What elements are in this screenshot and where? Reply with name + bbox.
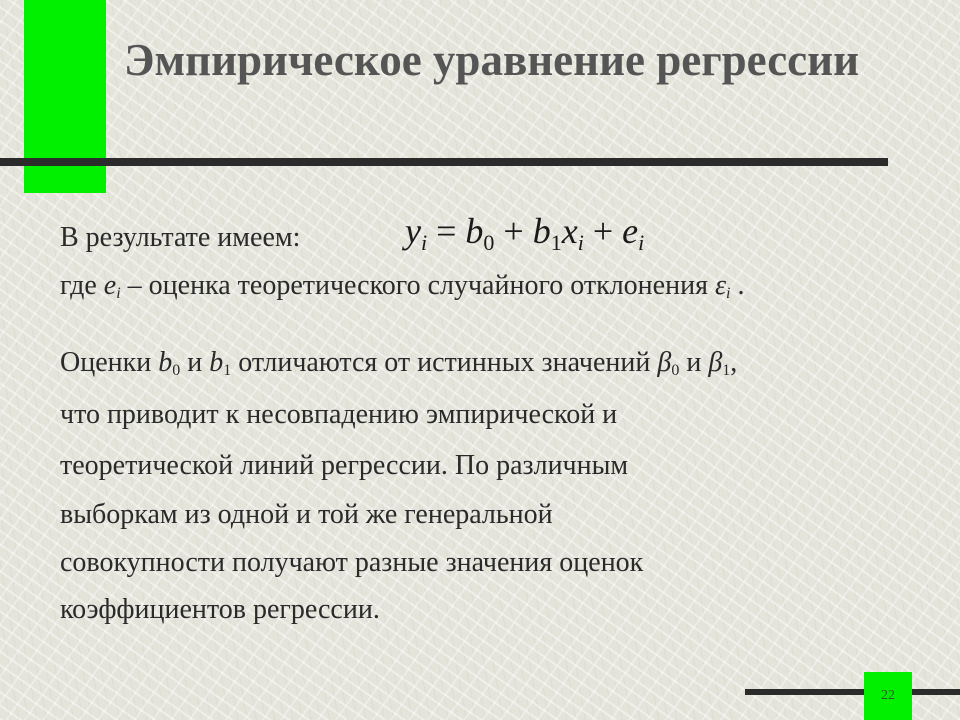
paragraph-line: что приводит к несовпадению эмпирической и — [60, 399, 618, 430]
formula-y-index: i — [420, 230, 428, 255]
formula-plus-2: + — [583, 211, 623, 251]
text-where: где — [60, 270, 104, 301]
symbol-epsilon-index: i — [726, 285, 731, 302]
text-and-2: и — [679, 347, 709, 378]
formula-b1: b — [532, 211, 551, 251]
formula-x-index: i — [577, 230, 584, 255]
symbol-beta1-index: 1 — [722, 362, 731, 379]
paragraph-line: коэффициентов регрессии. — [60, 594, 380, 625]
symbol-b0-index: 0 — [172, 362, 181, 379]
symbol-b1: b — [209, 347, 224, 378]
text-differ: отличаются от истинных значений — [231, 347, 658, 378]
text-comma: , — [730, 347, 738, 378]
symbol-beta1: β — [708, 347, 723, 378]
formula-plus-1: + — [494, 211, 533, 251]
symbol-beta0: β — [657, 347, 672, 378]
symbol-b0: b — [158, 347, 173, 378]
formula-e-index: i — [638, 230, 645, 255]
result-label: В результате имеем: — [60, 222, 301, 253]
symbol-epsilon: ε — [714, 270, 726, 301]
paragraph-line: совокупности получают разные значения оценок — [60, 547, 644, 578]
paragraph-line: выборкам из одной и той же генеральной — [60, 499, 553, 530]
residual-text: – оценка теоретического случайного отклонения — [120, 270, 715, 301]
symbol-b1-index: 1 — [223, 362, 232, 379]
formula-b0-index: 0 — [483, 230, 495, 255]
formula-y: y — [405, 211, 421, 251]
symbol-e: e — [103, 270, 117, 301]
regression-formula — [405, 210, 645, 255]
formula-x: x — [561, 211, 578, 251]
slide-title: Эмпирическое уравнение регрессии — [124, 35, 860, 85]
formula-equals: = — [427, 211, 466, 251]
page-number: 22 — [864, 672, 912, 720]
footer-rule — [745, 689, 960, 695]
formula-b0: b — [465, 211, 484, 251]
text-estimates: Оценки — [60, 347, 159, 378]
text-and-1: и — [180, 347, 210, 378]
formula-b1-index: 1 — [550, 230, 562, 255]
symbol-e-index: i — [116, 285, 121, 302]
estimates-line — [60, 347, 737, 379]
residual-definition-line — [60, 270, 744, 302]
text-period: . — [730, 270, 745, 301]
title-underline — [0, 158, 888, 166]
symbol-beta0-index: 0 — [671, 362, 680, 379]
formula-e: e — [622, 211, 639, 251]
paragraph-line: теоретической линий регрессии. По различным — [60, 450, 629, 481]
